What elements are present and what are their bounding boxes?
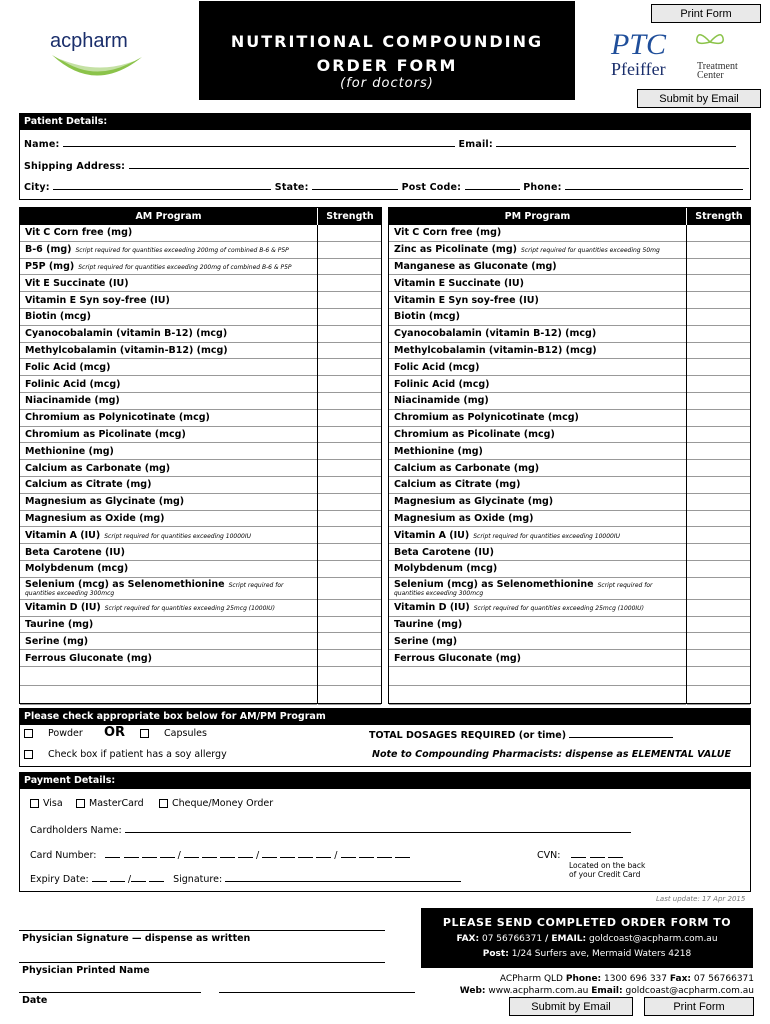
fax2-label: Fax: [669, 974, 691, 984]
am-item-row [20, 477, 317, 494]
pm-strength-field[interactable] [687, 292, 750, 309]
am-strength-field[interactable] [318, 393, 381, 410]
cardholder-row [30, 824, 631, 836]
pm-item-name: Vit C Corn free (mg) [394, 227, 502, 239]
am-program-table [19, 207, 382, 704]
pm-strength-field[interactable] [687, 427, 750, 444]
am-strength-field[interactable] [318, 650, 381, 667]
am-item-row [20, 650, 317, 667]
state-label: State: [274, 182, 309, 193]
am-item-name: Beta Carotene (IU) [25, 546, 125, 558]
pm-strength-field[interactable] [687, 578, 750, 600]
name-label: Name: [24, 139, 60, 150]
pm-item-name: Calcium as Carbonate (mg) [394, 462, 540, 474]
submit-email-button[interactable]: Submit by Email [637, 89, 761, 108]
am-strength-field[interactable] [318, 633, 381, 650]
acpharm-contact-line1 [500, 974, 754, 984]
form-title-line2: ORDER FORM [316, 56, 458, 75]
or-label: OR [104, 725, 126, 740]
am-item-name: Ferrous Gluconate (mg) [25, 652, 152, 664]
cvn-row [537, 849, 623, 861]
signature-label: Signature: [173, 874, 223, 885]
cvn-label: CVN: [537, 850, 561, 861]
soy-label: Check box if patient has a soy allergy [48, 749, 227, 760]
shipping-field[interactable] [129, 160, 749, 169]
pm-item-name: Magnesium as Glycinate (mg) [394, 496, 554, 508]
am-strength-field[interactable] [318, 460, 381, 477]
pm-item-row [389, 292, 686, 309]
state-field[interactable] [312, 181, 398, 190]
am-item-name: Selenium (mcg) as Selenomethionine [25, 579, 225, 591]
pm-strength-field[interactable] [687, 275, 750, 292]
pm-item-name: Manganese as Gluconate (mg) [394, 260, 557, 272]
pm-item-row [389, 544, 686, 561]
pm-strength-field[interactable] [687, 686, 750, 705]
pm-item-script-note: Script required for quantities exceeding 25mcg (1000IU) [473, 605, 644, 613]
cardholder-field[interactable] [125, 824, 631, 833]
pm-item-name: Biotin (mcg) [394, 311, 460, 323]
am-item-row [20, 275, 317, 292]
am-strength-field[interactable] [318, 578, 381, 600]
am-item-name: Chromium as Picolinate (mcg) [25, 428, 186, 440]
am-strength-field[interactable] [318, 326, 381, 343]
pm-strength-field[interactable] [687, 527, 750, 544]
pm-strength-field[interactable] [687, 359, 750, 376]
pm-strength-field[interactable] [687, 633, 750, 650]
am-item-script-note: Script required for quantities exceeding 200mg of combined B-6 & P5P [78, 263, 292, 271]
am-item-row [20, 309, 317, 326]
am-item-row [20, 410, 317, 427]
am-item-name: Niacinamide (mg) [25, 395, 120, 407]
pm-strength-field[interactable] [687, 309, 750, 326]
am-item-name: Vit C Corn free (mg) [25, 227, 133, 239]
post-value: 1/24 Surfers ave, Mermaid Waters 4218 [511, 949, 692, 959]
phone-label: Phone: [523, 182, 562, 193]
pm-item-name: Vitamin D (IU) [394, 602, 470, 614]
am-strength-field[interactable] [318, 511, 381, 528]
pm-strength-field[interactable] [687, 259, 750, 276]
pm-item-row [389, 359, 686, 376]
am-item-row [20, 667, 317, 686]
ptc-logo [611, 30, 746, 85]
pm-strength-field[interactable] [687, 617, 750, 634]
pm-item-row [389, 225, 686, 242]
am-program-heading: AM Program [20, 208, 317, 225]
am-item-row [20, 633, 317, 650]
pm-item-script-note: Script required for [597, 582, 653, 590]
ptc-center: Center [697, 70, 724, 81]
am-item-name: Vitamin E Syn soy-free (IU) [25, 294, 170, 306]
pm-program-table [388, 207, 751, 704]
pm-strength-field[interactable] [687, 410, 750, 427]
pm-item-row [389, 410, 686, 427]
pm-item-name: Chromium as Picolinate (mcg) [394, 428, 555, 440]
pm-item-script-note-2: quantities exceeding 300mcg [394, 590, 484, 598]
am-strength-field[interactable] [318, 600, 381, 617]
pm-strength-field[interactable] [687, 343, 750, 360]
physician-signature-line[interactable] [19, 930, 385, 931]
pm-strength-field[interactable] [687, 544, 750, 561]
pm-strength-field[interactable] [687, 494, 750, 511]
am-item-script-note: Script required for quantities exceeding 10000IU [104, 532, 252, 540]
am-item-row [20, 561, 317, 578]
am-strength-field[interactable] [318, 561, 381, 578]
pm-item-name: Methylcobalamin (vitamin-B12) (mcg) [394, 344, 597, 356]
pm-item-row [389, 667, 686, 686]
acpharm-swoosh-icon [50, 53, 145, 85]
am-item-row [20, 494, 317, 511]
pm-strength-field[interactable] [687, 511, 750, 528]
post-label: Post: [482, 949, 509, 959]
am-item-row [20, 359, 317, 376]
pm-strength-field[interactable] [687, 477, 750, 494]
pm-item-row [389, 578, 686, 600]
pm-item-script-note: Script required for quantities exceeding 10000IU [473, 532, 621, 540]
am-strength-field[interactable] [318, 359, 381, 376]
am-item-row [20, 242, 317, 259]
pm-strength-field[interactable] [687, 600, 750, 617]
pm-item-name: Cyanocobalamin (vitamin B-12) (mcg) [394, 328, 597, 340]
pm-item-row [389, 242, 686, 259]
pm-item-row [389, 617, 686, 634]
cheque-option [159, 798, 273, 809]
pm-item-name: Selenium (mcg) as Selenomethionine [394, 579, 594, 591]
form-title-line1: NUTRITIONAL COMPOUNDING [230, 32, 544, 51]
am-item-name: Molybdenum (mcg) [25, 563, 129, 575]
am-item-script-note-2: quantities exceeding 300mcg [25, 590, 115, 598]
card-number-field[interactable]: / / / [105, 850, 409, 861]
pm-item-name: Vitamin E Syn soy-free (IU) [394, 294, 539, 306]
powder-checkbox[interactable] [24, 729, 33, 738]
am-item-row [20, 686, 317, 705]
pm-strength-field[interactable] [687, 667, 750, 686]
acpharm-contact-line2 [460, 986, 754, 996]
acpharm-qld: ACPharm QLD [499, 974, 563, 984]
city-label: City: [24, 182, 50, 193]
name-row [24, 138, 736, 150]
pm-item-name: Methionine (mg) [394, 445, 483, 457]
cvn-note-line2: of your Credit Card [569, 870, 641, 879]
cheque-label: Cheque/Money Order [172, 798, 274, 809]
am-strength-field[interactable] [318, 376, 381, 393]
am-item-name: Chromium as Polynicotinate (mcg) [25, 412, 210, 424]
cvn-note [569, 861, 645, 879]
email-label: Email: [458, 139, 493, 150]
am-item-name: P5P (mg) [25, 260, 75, 272]
pm-item-name: Ferrous Gluconate (mg) [394, 652, 521, 664]
pm-item-row [389, 511, 686, 528]
am-strength-field[interactable] [318, 667, 381, 686]
am-strength-field[interactable] [318, 686, 381, 705]
phone-value: 1300 696 337 [604, 974, 668, 984]
am-strength-field[interactable] [318, 309, 381, 326]
powder-label: Powder [48, 728, 83, 739]
pm-strength-field[interactable] [687, 393, 750, 410]
pm-item-row [389, 443, 686, 460]
ptc-treatment-center [697, 62, 738, 80]
am-strength-field[interactable] [318, 494, 381, 511]
pm-item-name: Niacinamide (mg) [394, 395, 489, 407]
pm-item-name: Chromium as Polynicotinate (mcg) [394, 412, 579, 424]
am-strength-field[interactable] [318, 259, 381, 276]
pm-item-name: Calcium as Citrate (mg) [394, 479, 521, 491]
pm-item-name: Beta Carotene (IU) [394, 546, 494, 558]
pm-strength-field[interactable] [687, 443, 750, 460]
email2-value[interactable]: goldcoast@acpharm.com.au [625, 986, 754, 996]
mastercard-option [76, 798, 144, 809]
pm-item-row [389, 561, 686, 578]
email-label-footer: / EMAIL: [544, 934, 587, 944]
cvn-field[interactable] [571, 850, 622, 861]
payment-box [19, 789, 751, 892]
fax-value: 07 56766371 [481, 934, 543, 944]
visa-option [30, 798, 63, 809]
print-form-bottom-button[interactable]: Print Form [644, 997, 754, 1016]
physician-name-label: Physician Printed Name [22, 965, 150, 976]
fax2-value: 07 56766371 [693, 974, 754, 984]
am-item-row [20, 527, 317, 544]
pm-strength-heading: Strength [687, 208, 751, 225]
postcode-label: Post Code: [401, 182, 462, 193]
pm-item-row [389, 326, 686, 343]
expiry-row [30, 873, 461, 885]
send-to-box [421, 908, 753, 968]
acpharm-logo [50, 30, 145, 85]
am-strength-field[interactable] [318, 617, 381, 634]
send-fax-email [421, 934, 753, 944]
am-strength-field[interactable] [318, 427, 381, 444]
last-update: Last update: 17 Apr 2015 [656, 895, 746, 903]
am-item-row [20, 343, 317, 360]
pm-item-name: Vitamin E Succinate (IU) [394, 277, 524, 289]
am-item-name: Folinic Acid (mcg) [25, 378, 121, 390]
name-field[interactable] [63, 138, 455, 147]
am-item-row [20, 326, 317, 343]
shipping-label: Shipping Address: [24, 161, 126, 172]
ptc-pfeiffer: Pfeiffer [611, 59, 666, 79]
am-item-script-note: Script required for [228, 582, 284, 590]
am-item-name: Calcium as Citrate (mg) [25, 479, 152, 491]
am-item-row [20, 511, 317, 528]
pm-program-heading: PM Program [389, 208, 686, 225]
am-strength-field[interactable] [318, 410, 381, 427]
am-item-row [20, 376, 317, 393]
am-item-name: Calcium as Carbonate (mg) [25, 462, 171, 474]
am-item-name: Magnesium as Glycinate (mg) [25, 496, 185, 508]
am-strength-field[interactable] [318, 275, 381, 292]
am-strength-field[interactable] [318, 225, 381, 242]
web-value[interactable]: www.acpharm.com.au [488, 986, 589, 996]
pm-strength-field[interactable] [687, 650, 750, 667]
am-item-row [20, 544, 317, 561]
pm-item-row [389, 650, 686, 667]
pm-strength-field[interactable] [687, 225, 750, 242]
form-title-box [199, 1, 575, 100]
patient-details-heading: Patient Details: [19, 113, 751, 130]
date-label: Date [22, 995, 48, 1006]
butterfly-icon [693, 30, 727, 54]
pm-item-row [389, 259, 686, 276]
am-strength-field[interactable] [318, 292, 381, 309]
am-strength-heading: Strength [318, 208, 382, 225]
expiry-label: Expiry Date: [30, 874, 89, 885]
am-item-name: Methylcobalamin (vitamin-B12) (mcg) [25, 344, 228, 356]
acpharm-logo-text: acpharm [50, 30, 128, 52]
pm-item-row [389, 494, 686, 511]
am-item-row [20, 617, 317, 634]
am-item-script-note: Script required for quantities exceeding 25mcg (1000IU) [104, 605, 275, 613]
send-heading: PLEASE SEND COMPLETED ORDER FORM TO [442, 916, 732, 929]
am-strength-field[interactable] [318, 544, 381, 561]
am-item-name: Cyanocobalamin (vitamin B-12) (mcg) [25, 328, 228, 340]
pm-item-row [389, 460, 686, 477]
soy-checkbox[interactable] [24, 750, 33, 759]
pm-item-row [389, 393, 686, 410]
am-item-row [20, 427, 317, 444]
city-field[interactable] [53, 181, 271, 190]
pm-item-row [389, 527, 686, 544]
visa-label: Visa [43, 798, 63, 809]
phone-field[interactable] [565, 181, 743, 190]
cheque-checkbox[interactable] [159, 799, 168, 808]
am-item-name: Vitamin A (IU) [25, 529, 101, 541]
pm-item-name: Taurine (mg) [394, 618, 463, 630]
pm-item-name: Serine (mg) [394, 635, 458, 647]
am-item-row [20, 443, 317, 460]
print-form-button[interactable]: Print Form [651, 4, 761, 23]
pm-item-row [389, 343, 686, 360]
am-item-name: Serine (mg) [25, 635, 89, 647]
total-dosages-field[interactable] [569, 729, 673, 738]
ptc-treatment: Treatment [697, 61, 738, 72]
program-box [19, 725, 751, 767]
mastercard-label: MasterCard [89, 798, 144, 809]
pm-item-name: Folinic Acid (mcg) [394, 378, 490, 390]
am-item-name: Methionine (mg) [25, 445, 114, 457]
payment-heading: Payment Details: [19, 772, 751, 789]
phone-label-footer: Phone: [565, 974, 602, 984]
capsules-label: Capsules [164, 728, 207, 739]
am-item-row [20, 600, 317, 617]
shipping-row [24, 160, 749, 172]
card-number-row [30, 849, 410, 861]
email2-label: Email: [591, 986, 623, 996]
am-strength-field[interactable] [318, 343, 381, 360]
send-post [421, 949, 753, 959]
expiry-field[interactable]: / [92, 874, 164, 885]
date-line-right[interactable] [219, 992, 415, 993]
pm-strength-field[interactable] [687, 376, 750, 393]
total-dosages-label: TOTAL DOSAGES REQUIRED (or time) [369, 730, 567, 741]
pm-item-row [389, 376, 686, 393]
pm-item-row [389, 275, 686, 292]
pm-item-row [389, 600, 686, 617]
am-strength-field[interactable] [318, 443, 381, 460]
visa-checkbox[interactable] [30, 799, 39, 808]
pharmacist-note: Note to Compounding Pharmacists: dispense as ELEMENTAL VALUE [372, 749, 731, 760]
am-item-name: B-6 (mg) [25, 244, 72, 256]
am-item-row [20, 460, 317, 477]
fax-label: FAX: [456, 934, 480, 944]
email-field[interactable] [496, 138, 736, 147]
card-signature-field[interactable] [225, 873, 461, 882]
am-item-row [20, 292, 317, 309]
pm-item-row [389, 477, 686, 494]
powder-option [24, 728, 83, 739]
cardholder-label: Cardholders Name: [30, 825, 122, 836]
mastercard-checkbox[interactable] [76, 799, 85, 808]
pm-item-name: Zinc as Picolinate (mg) [394, 244, 517, 256]
am-item-row [20, 393, 317, 410]
card-number-label: Card Number: [30, 850, 97, 861]
am-item-name: Vitamin D (IU) [25, 602, 101, 614]
am-item-row [20, 225, 317, 242]
am-item-script-note: Script required for quantities exceeding 200mg of combined B-6 & P5P [75, 247, 289, 255]
capsules-option [140, 728, 207, 739]
pm-strength-field[interactable] [687, 242, 750, 259]
ptc-logo-mark: PTC [611, 28, 667, 61]
pm-item-row [389, 633, 686, 650]
am-item-row [20, 578, 317, 600]
cvn-note-line1: Located on the back [569, 861, 646, 870]
web-label: Web: [459, 986, 486, 996]
program-box-heading: Please check appropriate box below for AM/PM Program [19, 708, 751, 725]
am-item-name: Vit E Succinate (IU) [25, 277, 129, 289]
total-dosages-row [369, 729, 673, 741]
form-subtitle: (for doctors) [340, 76, 434, 91]
postcode-field[interactable] [465, 181, 520, 190]
pm-item-name: Molybdenum (mcg) [394, 563, 498, 575]
date-line[interactable] [19, 992, 201, 993]
pm-item-row [389, 309, 686, 326]
pm-item-name: Vitamin A (IU) [394, 529, 470, 541]
physician-signature-label: Physician Signature — dispense as written [22, 933, 251, 944]
pm-item-name: Magnesium as Oxide (mg) [394, 512, 534, 524]
am-item-name: Folic Acid (mcg) [25, 361, 111, 373]
am-item-name: Magnesium as Oxide (mg) [25, 512, 165, 524]
am-strength-field[interactable] [318, 527, 381, 544]
physician-name-line[interactable] [19, 962, 385, 963]
pm-strength-field[interactable] [687, 561, 750, 578]
city-row [24, 181, 743, 193]
email-value: goldcoast@acpharm.com.au [589, 934, 718, 944]
am-item-row [20, 259, 317, 276]
submit-email-bottom-button[interactable]: Submit by Email [509, 997, 633, 1016]
pm-item-row [389, 686, 686, 705]
pm-item-script-note: Script required for quantities exceeding 50mg [520, 247, 660, 255]
capsules-checkbox[interactable] [140, 729, 149, 738]
pm-item-name: Folic Acid (mcg) [394, 361, 480, 373]
patient-details-box [19, 130, 751, 200]
am-item-name: Taurine (mg) [25, 618, 94, 630]
pm-strength-field[interactable] [687, 460, 750, 477]
pm-item-row [389, 427, 686, 444]
am-item-name: Biotin (mcg) [25, 311, 91, 323]
pm-strength-field[interactable] [687, 326, 750, 343]
am-strength-field[interactable] [318, 477, 381, 494]
am-strength-field[interactable] [318, 242, 381, 259]
soy-option [24, 749, 227, 760]
